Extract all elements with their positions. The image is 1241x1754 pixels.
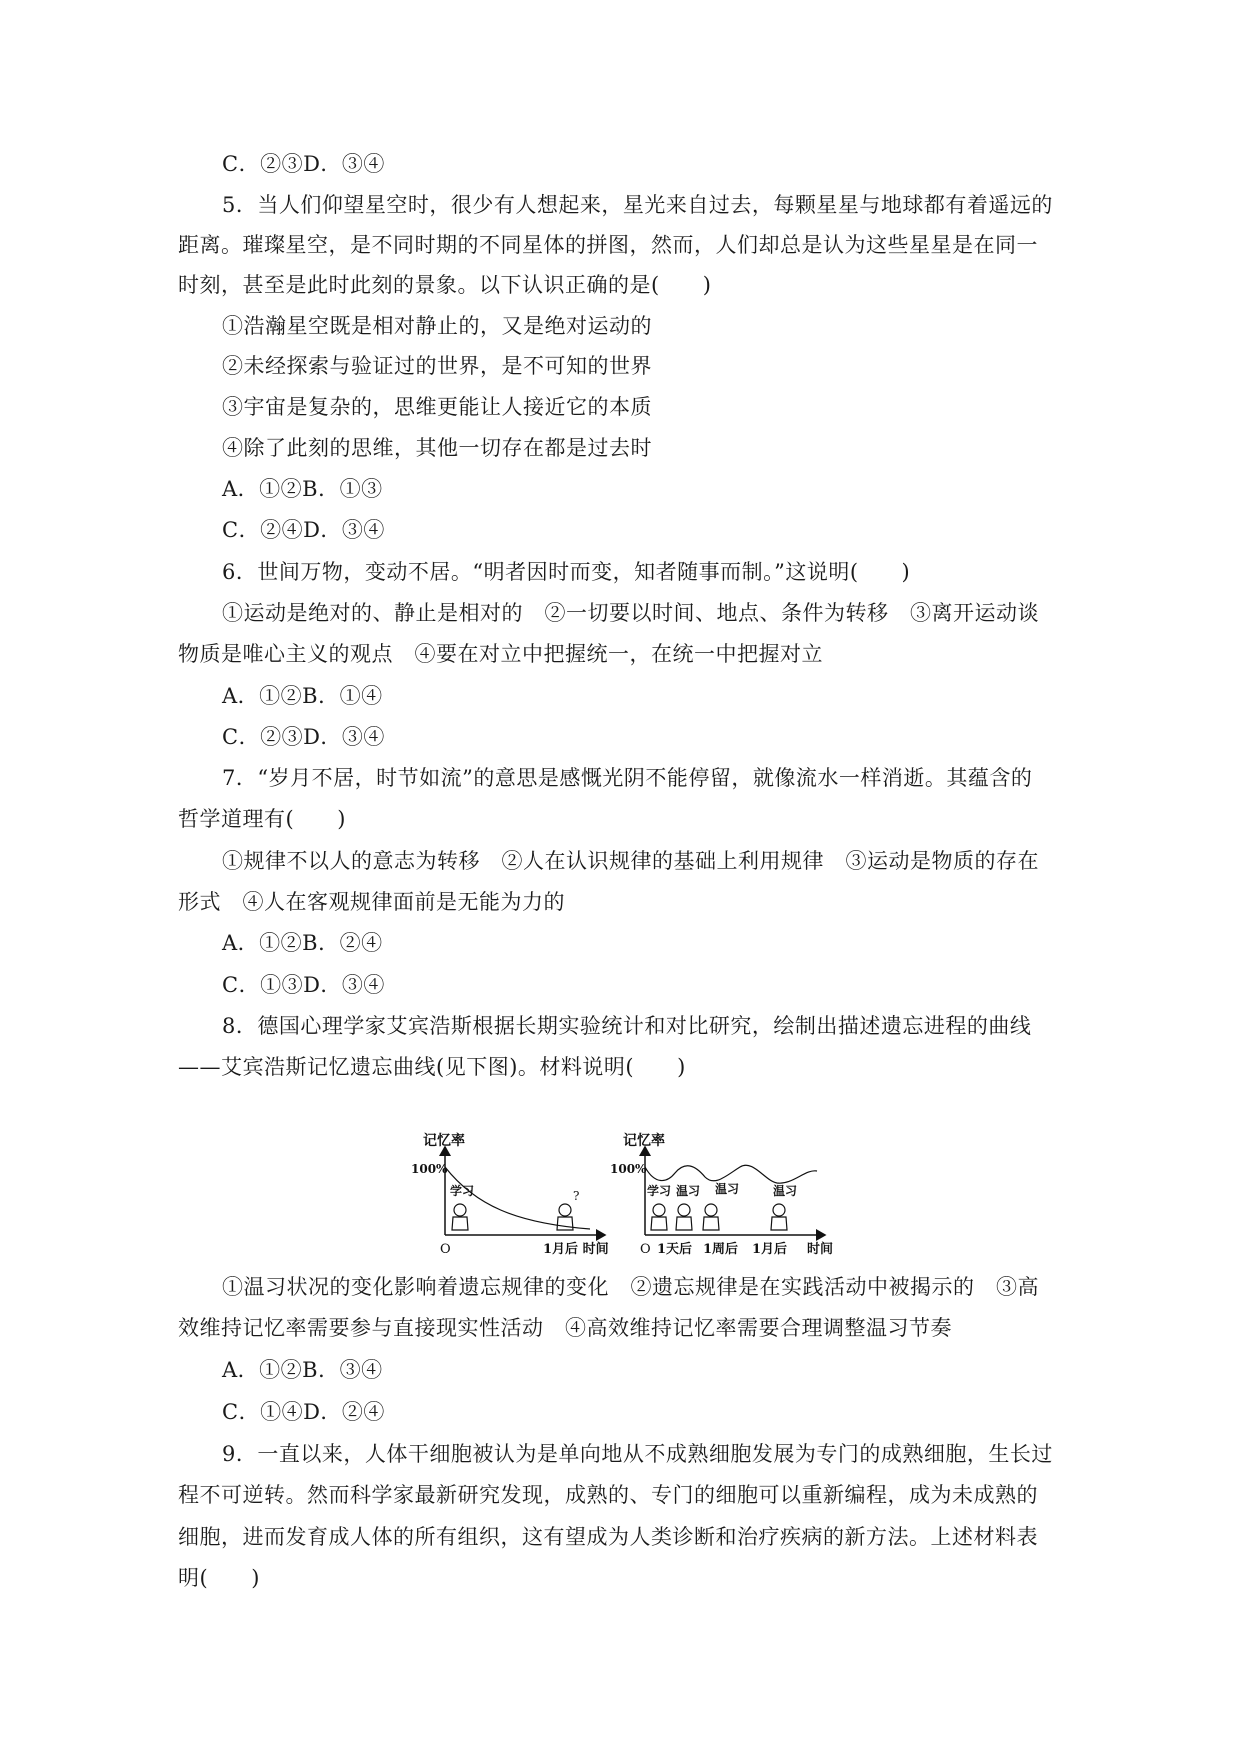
x-tick-label: 1月后 bbox=[752, 1242, 788, 1257]
question-5-stem: 5．当人们仰望星空时，很少有人想起来，星光来自过去，每颗星星与地球都有着遥远的 bbox=[222, 193, 1053, 217]
student-figure bbox=[452, 1204, 468, 1230]
question-9-stem: 明( ) bbox=[178, 1566, 260, 1590]
question-8-stem: 8．德国心理学家艾宾浩斯根据长期实验统计和对比研究，绘制出描述遗忘进程的曲线 bbox=[222, 1014, 1032, 1038]
forgetting-curve-figure bbox=[405, 1125, 875, 1260]
statement-line: ①运动是绝对的、静止是相对的 ②一切要以时间、地点、条件为转移 ③离开运动谈 bbox=[222, 601, 1039, 625]
student-figure bbox=[651, 1204, 667, 1230]
study-label: 学习 bbox=[450, 1184, 475, 1198]
y-axis-label: 记忆率 bbox=[423, 1133, 465, 1149]
student-figure bbox=[703, 1204, 719, 1230]
question-9-stem: 程不可逆转。然而科学家最新研究发现，成熟的、专门的细胞可以重新编程，成为未成熟的 bbox=[178, 1483, 1038, 1507]
x-axis-label: 1月后 时间 bbox=[543, 1242, 609, 1257]
statement-line: 形式 ④人在客观规律面前是无能为力的 bbox=[178, 890, 565, 914]
student-figure bbox=[676, 1204, 692, 1230]
x-tick-label: 1天后 bbox=[657, 1242, 693, 1257]
option-line: A．①②B．③④ bbox=[222, 1358, 383, 1382]
question-7-stem: 7．“岁月不居，时节如流”的意思是感慨光阴不能停留，就像流水一样消逝。其蕴含的 bbox=[222, 766, 1033, 790]
statement-line: ③宇宙是复杂的，思维更能让人接近它的本质 bbox=[222, 395, 652, 419]
review-label: 温习 bbox=[773, 1184, 798, 1198]
y-tick-label: 100% bbox=[610, 1162, 647, 1176]
x-tick-label: 1周后 bbox=[703, 1242, 739, 1257]
statement-line: ②未经探索与验证过的世界，是不可知的世界 bbox=[222, 354, 652, 378]
question-5-stem: 距离。璀璨星空，是不同时期的不同星体的拼图，然而，人们却总是认为这些星星是在同一 bbox=[178, 233, 1038, 257]
question-7-stem: 哲学道理有( ) bbox=[178, 807, 346, 831]
question-9-stem: 9．一直以来，人体干细胞被认为是单向地从不成熟细胞发展为专门的成熟细胞，生长过 bbox=[222, 1442, 1053, 1466]
statement-line: ①规律不以人的意志为转移 ②人在认识规律的基础上利用规律 ③运动是物质的存在 bbox=[222, 849, 1039, 873]
review-label: 温习 bbox=[676, 1184, 701, 1198]
question-9-stem: 细胞，进而发育成人体的所有组织，这有望成为人类诊断和治疗疾病的新方法。上述材料表 bbox=[178, 1525, 1038, 1549]
option-line: A．①②B．①③ bbox=[222, 477, 383, 501]
origin-label: O bbox=[640, 1242, 651, 1257]
study-label: 学习 bbox=[647, 1184, 672, 1198]
option-line: A．①②B．①④ bbox=[222, 684, 383, 708]
option-line: C．②③D．③④ bbox=[222, 725, 385, 749]
y-tick-label: 100% bbox=[411, 1162, 448, 1176]
forgetting-curve-left-panel bbox=[411, 1132, 609, 1257]
statement-line: 效维持记忆率需要参与直接现实性活动 ④高效维持记忆率需要合理调整温习节奏 bbox=[178, 1316, 952, 1340]
question-6-stem: 6．世间万物，变动不居。“明者因时而变，知者随事而制。”这说明( ) bbox=[222, 560, 911, 584]
y-axis-label: 记忆率 bbox=[623, 1133, 665, 1149]
option-line: C．②④D．③④ bbox=[222, 518, 385, 542]
review-label: 温习 bbox=[715, 1182, 740, 1196]
statement-line: 物质是唯心主义的观点 ④要在对立中把握统一，在统一中把握对立 bbox=[178, 642, 823, 666]
forgetting-curve-right-panel bbox=[610, 1132, 833, 1257]
student-figure bbox=[771, 1204, 787, 1230]
option-line: C．②③D．③④ bbox=[222, 152, 385, 176]
statement-line: ④除了此刻的思维，其他一切存在都是过去时 bbox=[222, 436, 652, 460]
option-line: C．①③D．③④ bbox=[222, 973, 385, 997]
question-8-stem: ——艾宾浩斯记忆遗忘曲线(见下图)。材料说明( ) bbox=[178, 1055, 686, 1079]
question-mark: ? bbox=[573, 1189, 580, 1203]
statement-line: ①浩瀚星空既是相对静止的，又是绝对运动的 bbox=[222, 314, 652, 338]
x-axis-label: 时间 bbox=[807, 1242, 834, 1257]
statement-line: ①温习状况的变化影响着遗忘规律的变化 ②遗忘规律是在实践活动中被揭示的 ③高 bbox=[222, 1275, 1039, 1299]
option-line: C．①④D．②④ bbox=[222, 1400, 385, 1424]
review-curve-line bbox=[645, 1165, 817, 1183]
question-5-stem: 时刻，甚至是此时此刻的景象。以下认识正确的是( ) bbox=[178, 273, 712, 297]
option-line: A．①②B．②④ bbox=[222, 931, 383, 955]
origin-label: O bbox=[440, 1242, 451, 1257]
